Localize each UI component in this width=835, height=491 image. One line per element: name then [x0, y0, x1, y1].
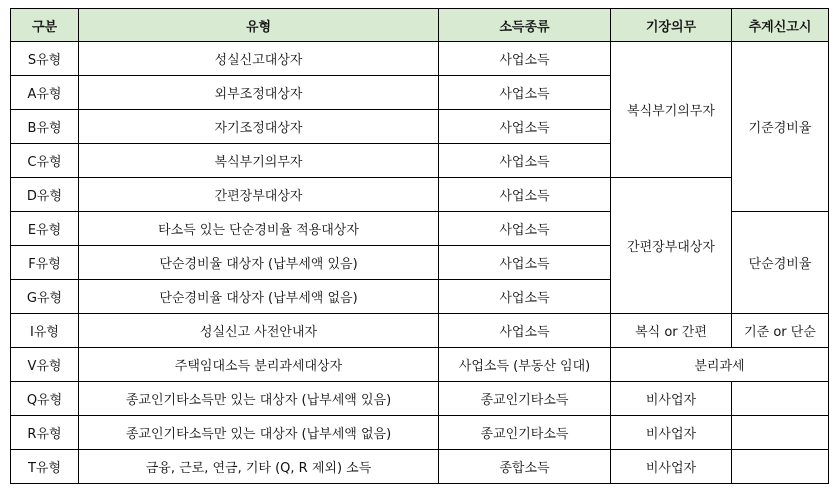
bookkeeping-non-business: 비사업자	[611, 416, 732, 450]
bookkeeping-either: 복식 or 간편	[611, 314, 732, 348]
row-code: D유형	[11, 178, 79, 212]
row-code: G유형	[11, 280, 79, 314]
row-income: 사업소득	[439, 178, 611, 212]
row-type: 자기조정대상자	[79, 110, 439, 144]
table-row	[11, 416, 829, 450]
row-code: S유형	[11, 42, 79, 76]
row-type: 단순경비율 대상자 (납부세액 없음)	[79, 280, 439, 314]
row-type: 금융, 근로, 연금, 기타 (Q, R 제외) 소득	[79, 450, 439, 484]
row-code: Q유형	[11, 382, 79, 416]
row-income: 종합소득	[439, 450, 611, 484]
estimate-empty	[732, 416, 829, 450]
bookkeeping-double-entry: 복식부기의무자	[611, 42, 732, 178]
table-row	[11, 382, 829, 416]
row-code: A유형	[11, 76, 79, 110]
row-income: 종교인기타소득	[439, 416, 611, 450]
header-category: 구분	[11, 9, 79, 42]
row-income: 사업소득	[439, 110, 611, 144]
header-estimated-filing: 추계신고시	[732, 9, 829, 42]
row-type: 간편장부대상자	[79, 178, 439, 212]
table-row	[11, 348, 829, 382]
table-row	[11, 314, 829, 348]
row-income: 사업소득	[439, 42, 611, 76]
row-code: V유형	[11, 348, 79, 382]
row-income: 사업소득	[439, 144, 611, 178]
estimate-empty	[732, 450, 829, 484]
row-type: 주택임대소득 분리과세대상자	[79, 348, 439, 382]
row-income: 사업소득	[439, 246, 611, 280]
table-row	[11, 42, 829, 76]
bookkeeping-non-business: 비사업자	[611, 450, 732, 484]
row-income: 종교인기타소득	[439, 382, 611, 416]
row-type: 단순경비율 대상자 (납부세액 있음)	[79, 246, 439, 280]
table-row	[11, 178, 829, 212]
bookkeeping-simplified: 간편장부대상자	[611, 178, 732, 314]
row-code: I유형	[11, 314, 79, 348]
row-code: F유형	[11, 246, 79, 280]
row-type: 성실신고대상자	[79, 42, 439, 76]
table-row	[11, 450, 829, 484]
row-code: B유형	[11, 110, 79, 144]
header-row	[11, 9, 829, 42]
row-code: R유형	[11, 416, 79, 450]
separate-taxation: 분리과세	[611, 348, 829, 382]
header-income-kind: 소득종류	[439, 9, 611, 42]
estimate-empty	[732, 382, 829, 416]
row-type: 종교인기타소득만 있는 대상자 (납부세액 있음)	[79, 382, 439, 416]
row-income: 사업소득	[439, 314, 611, 348]
estimate-simple-rate: 단순경비율	[732, 212, 829, 314]
bookkeeping-non-business: 비사업자	[611, 382, 732, 416]
row-type: 외부조정대상자	[79, 76, 439, 110]
row-code: T유형	[11, 450, 79, 484]
row-income: 사업소득	[439, 212, 611, 246]
header-bookkeeping-duty: 기장의무	[611, 9, 732, 42]
row-code: C유형	[11, 144, 79, 178]
header-type: 유형	[79, 9, 439, 42]
row-type: 성실신고 사전안내자	[79, 314, 439, 348]
row-code: E유형	[11, 212, 79, 246]
row-income: 사업소득	[439, 280, 611, 314]
row-income: 사업소득 (부동산 임대)	[439, 348, 611, 382]
estimate-either: 기준 or 단순	[732, 314, 829, 348]
row-income: 사업소득	[439, 76, 611, 110]
row-type: 종교인기타소득만 있는 대상자 (납부세액 없음)	[79, 416, 439, 450]
income-tax-type-table	[10, 8, 829, 484]
row-type: 복식부기의무자	[79, 144, 439, 178]
row-type: 타소득 있는 단순경비율 적용대상자	[79, 212, 439, 246]
estimate-standard-rate: 기준경비율	[732, 42, 829, 212]
